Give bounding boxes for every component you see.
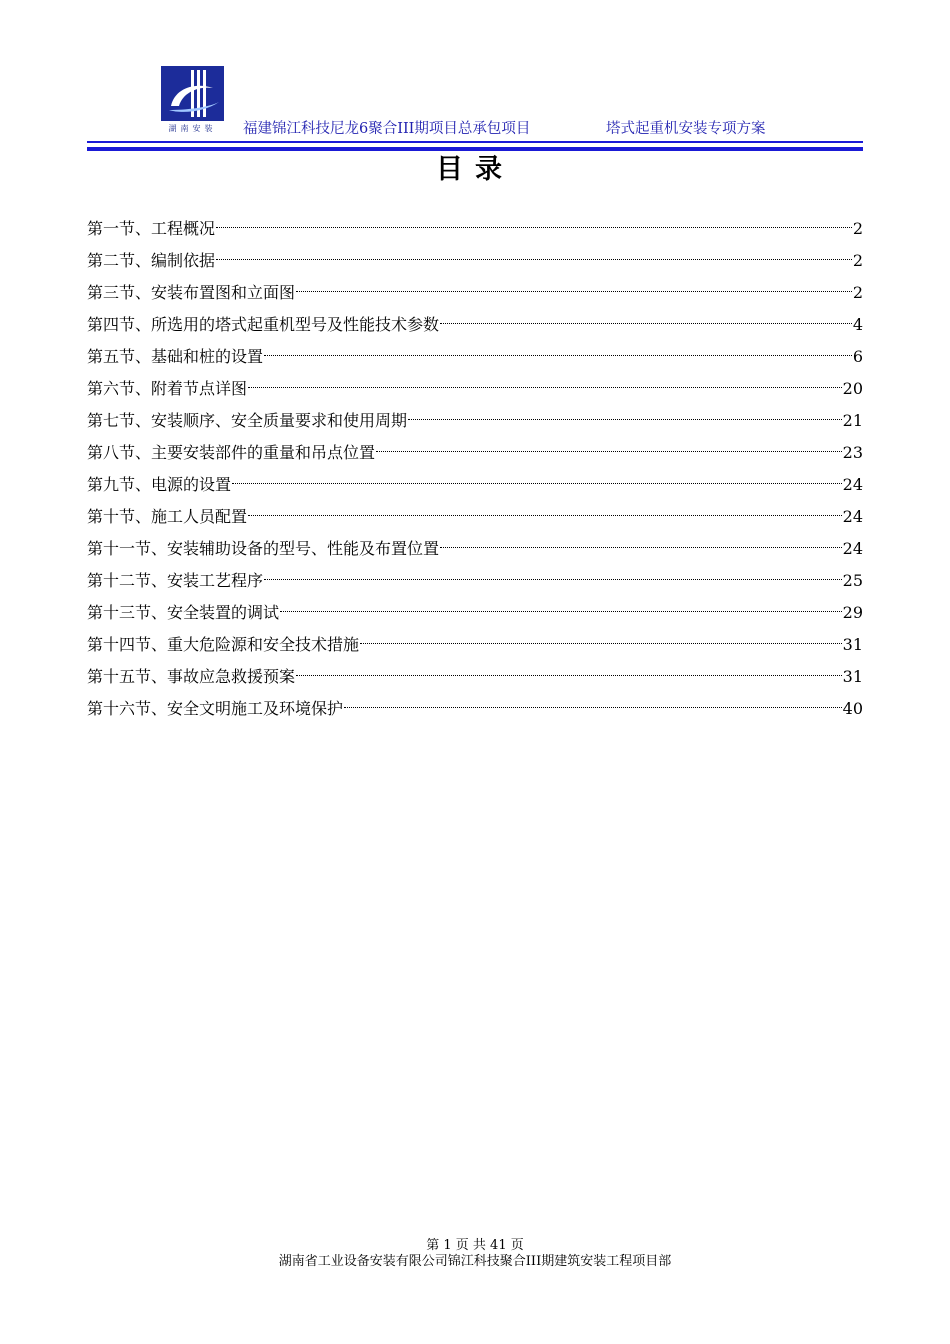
toc-entry-label: 第十节、施工人员配置	[87, 507, 248, 526]
toc-entry-label: 第九节、电源的设置	[87, 475, 232, 494]
toc-entry[interactable]	[87, 693, 863, 725]
toc-entry-page: 4	[852, 315, 863, 334]
toc-dot-leader	[248, 387, 842, 388]
toc-dot-leader	[280, 611, 842, 612]
toc-dot-leader	[216, 259, 852, 260]
toc-entry[interactable]	[87, 661, 863, 693]
toc-entry-label: 第二节、编制依据	[87, 251, 216, 270]
toc-entry-label: 第十五节、事故应急救援预案	[87, 667, 296, 686]
toc-dot-leader	[344, 707, 842, 708]
toc-entry-page: 2	[852, 251, 863, 270]
toc-dot-leader	[264, 579, 842, 580]
toc-dot-leader	[408, 419, 842, 420]
toc-entry[interactable]	[87, 469, 863, 501]
toc-dot-leader	[440, 323, 852, 324]
toc-entry-page: 24	[842, 475, 863, 494]
toc-entry[interactable]	[87, 437, 863, 469]
footer-company: 湖南省工业设备安装有限公司锦江科技聚合III期建筑安装工程项目部	[278, 1254, 672, 1269]
toc-dot-leader	[376, 451, 842, 452]
toc-entry-page: 24	[842, 507, 863, 526]
toc-dot-leader	[232, 483, 842, 484]
toc-entry[interactable]	[87, 373, 863, 405]
toc-entry-page: 2	[852, 283, 863, 302]
toc-entry-page: 23	[842, 443, 863, 462]
toc-dot-leader	[360, 643, 842, 644]
toc-dot-leader	[248, 515, 842, 516]
toc-entry-label: 第三节、安装布置图和立面图	[87, 283, 296, 302]
toc-entry-label: 第十四节、重大危险源和安全技术措施	[87, 635, 360, 654]
company-logo-icon	[161, 66, 224, 121]
header-document-title: 塔式起重机安装专项方案	[606, 121, 766, 137]
toc-dot-leader	[296, 675, 842, 676]
table-of-contents	[87, 213, 863, 725]
toc-entry-label: 第七节、安装顺序、安全质量要求和使用周期	[87, 411, 408, 430]
toc-entry-label: 第十三节、安全装置的调试	[87, 603, 280, 622]
header-rule-thick	[87, 147, 863, 151]
header-project-title: 福建锦江科技尼龙6聚合III期项目总承包项目	[243, 121, 531, 137]
toc-entry[interactable]	[87, 341, 863, 373]
toc-entry[interactable]	[87, 629, 863, 661]
toc-entry-page: 6	[852, 347, 863, 366]
toc-entry[interactable]	[87, 277, 863, 309]
toc-entry-page: 20	[842, 379, 863, 398]
toc-entry-page: 31	[842, 667, 863, 686]
toc-entry-page: 29	[842, 603, 863, 622]
toc-entry-label: 第十六节、安全文明施工及环境保护	[87, 699, 344, 718]
toc-entry-page: 21	[842, 411, 863, 430]
toc-entry[interactable]	[87, 533, 863, 565]
toc-entry-page: 25	[842, 571, 863, 590]
toc-dot-leader	[264, 355, 852, 356]
toc-entry-label: 第六节、附着节点详图	[87, 379, 248, 398]
toc-entry-label: 第四节、所选用的塔式起重机型号及性能技术参数	[87, 315, 440, 334]
toc-entry-label: 第一节、工程概况	[87, 219, 216, 238]
toc-dot-leader	[296, 291, 852, 292]
toc-entry[interactable]	[87, 501, 863, 533]
toc-dot-leader	[216, 227, 852, 228]
toc-dot-leader	[440, 547, 842, 548]
toc-entry[interactable]	[87, 213, 863, 245]
toc-entry-label: 第十一节、安装辅助设备的型号、性能及布置位置	[87, 539, 440, 558]
toc-entry[interactable]	[87, 405, 863, 437]
company-logo	[161, 66, 224, 137]
toc-entry-page: 40	[842, 699, 863, 718]
toc-entry[interactable]	[87, 245, 863, 277]
footer-page-info: 第 1 页 共 41 页	[426, 1238, 524, 1253]
toc-entry[interactable]	[87, 597, 863, 629]
toc-title: 目录	[436, 154, 514, 185]
toc-entry-page: 2	[852, 219, 863, 238]
toc-entry-label: 第八节、主要安装部件的重量和吊点位置	[87, 443, 376, 462]
toc-entry-label: 第十二节、安装工艺程序	[87, 571, 264, 590]
header-rule-thin	[87, 141, 863, 143]
toc-entry-page: 24	[842, 539, 863, 558]
toc-entry-label: 第五节、基础和桩的设置	[87, 347, 264, 366]
logo-text: 湖南安装	[168, 124, 217, 133]
toc-entry-page: 31	[842, 635, 863, 654]
toc-entry[interactable]	[87, 309, 863, 341]
toc-entry[interactable]	[87, 565, 863, 597]
